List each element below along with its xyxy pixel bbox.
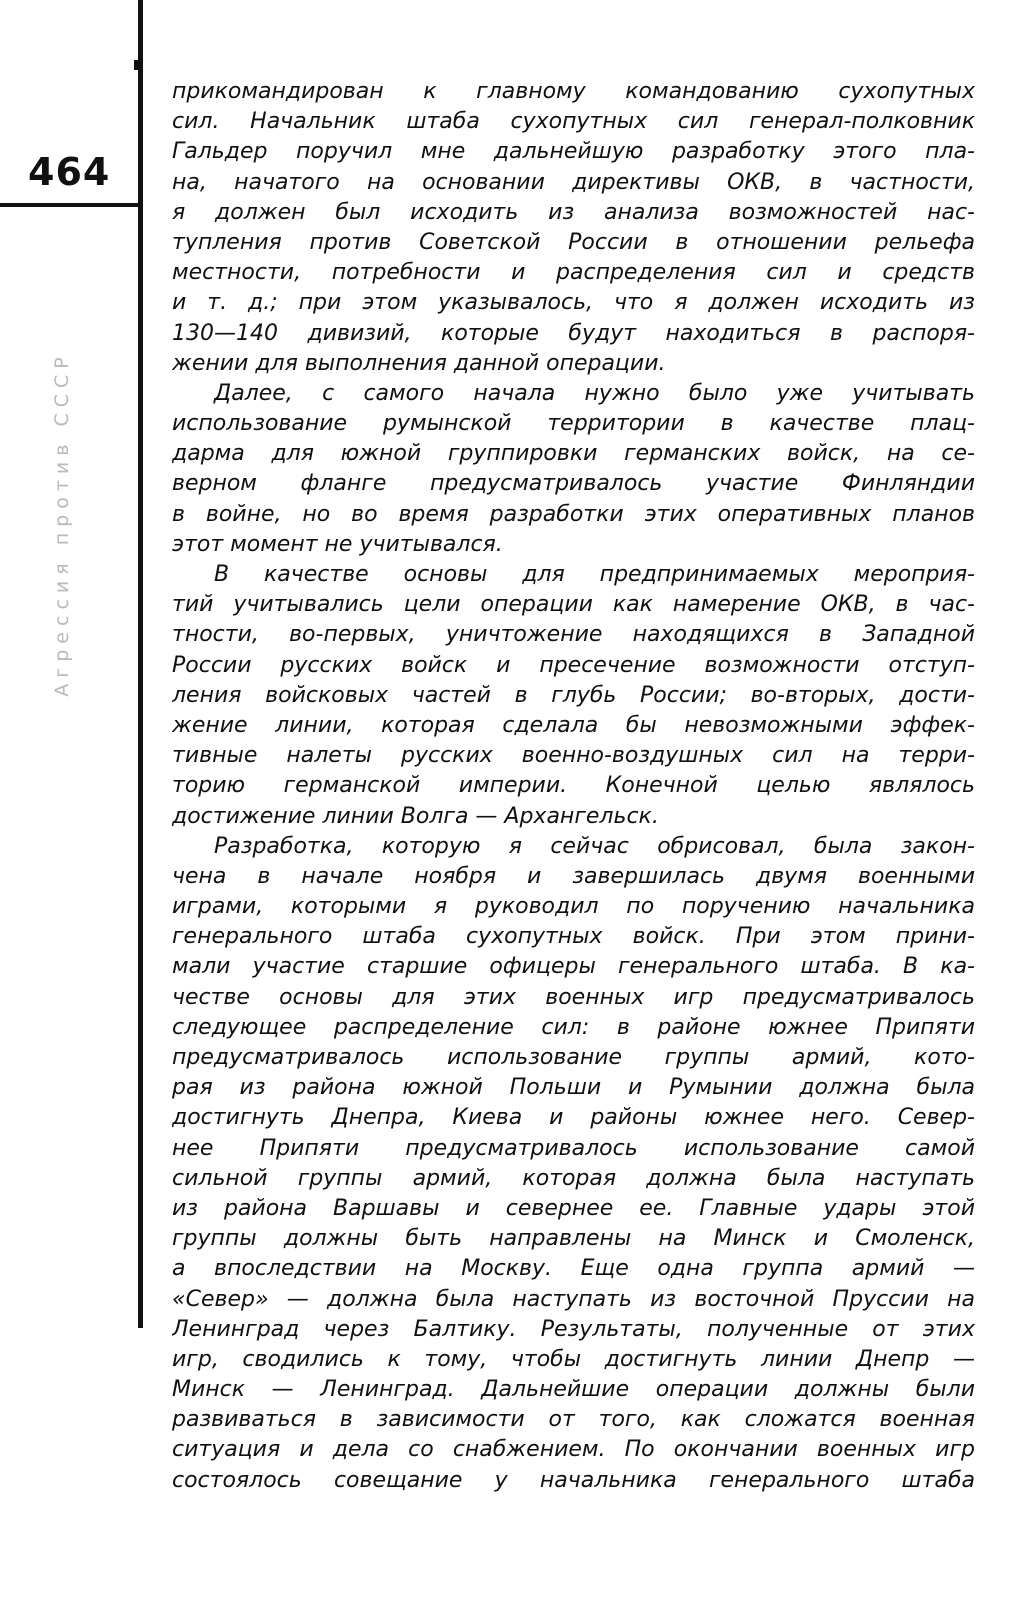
text-line: чена в начале ноября и завершилась двумя военными: [172, 863, 975, 889]
running-head: Агрессия против СССР: [51, 351, 73, 697]
text-line: верном фланге предусматривалось участие Финляндии: [172, 471, 975, 497]
text-line: ситуация и дела со снабжением. По окончании военных игр: [172, 1437, 975, 1463]
text-line: предусматривалось использование группы армий, кото-: [172, 1045, 975, 1070]
text-line: тий учитывались цели операции как намерение ОКВ, в час-: [172, 592, 975, 618]
text-line: дарма для южной группировки германских войск, на се-: [172, 441, 975, 467]
text-line: Далее, с самого начала нужно было уже учитывать: [214, 380, 975, 406]
text-line: В качестве основы для предпринимаемых мероприя-: [214, 562, 975, 587]
text-line: из района Варшавы и севернее ее. Главные удары этой: [172, 1195, 975, 1221]
text-line: честве основы для этих военных игр предусматривалось: [172, 984, 975, 1010]
body-text: [172, 77, 975, 1496]
text-line: достижение линии Волга — Архангельск.: [172, 803, 659, 829]
text-line: местности, потребности и распределения сил и средств: [172, 260, 975, 286]
text-line: рая из района южной Польши и Румынии должна была: [172, 1075, 975, 1101]
text-line: Ленинград через Балтику. Результаты, полученные от этих: [172, 1316, 975, 1342]
page-number: 464: [28, 150, 111, 194]
text-line: мали участие старшие офицеры генерального штаба. В ка-: [172, 954, 975, 980]
text-line: развиваться в зависимости от того, как сложатся военная: [172, 1407, 975, 1433]
text-line: генерального штаба сухопутных войск. При этом прини-: [172, 924, 975, 950]
text-line: прикомандирован к главному командованию сухопутных: [172, 79, 975, 104]
text-line: Разработка, которую я сейчас обрисовал, была закон-: [214, 833, 975, 859]
text-line: я должен был исходить из анализа возможностей нас-: [172, 199, 975, 225]
page-number-rule: [0, 203, 142, 207]
text-line: сильной группы армий, которая должна была наступать: [172, 1165, 975, 1191]
margin-vertical-rule: [138, 0, 143, 1328]
text-line: России русских войск и пресечение возможности отступ-: [172, 652, 975, 678]
text-line: Гальдер поручил мне дальнейшую разработку этого пла-: [172, 139, 975, 165]
text-line: жение линии, которая сделала бы невозможными эффек-: [172, 712, 975, 738]
text-line: использование румынской территории в качестве плац-: [172, 411, 975, 437]
text-line: и т. д.; при этом указывалось, что я должен исходить из: [172, 290, 975, 316]
text-line: 130—140 дивизий, которые будут находиться в распоря-: [172, 320, 975, 346]
text-line: а впоследствии на Москву. Еще одна группа армий —: [172, 1256, 975, 1282]
text-line: сил. Начальник штаба сухопутных сил генерал-полковник: [172, 109, 975, 135]
text-line: следующее распределение сил: в районе южнее Припяти: [172, 1014, 975, 1040]
text-line: играми, которыми я руководил по поручению начальника: [172, 894, 975, 920]
text-line: торию германской империи. Конечной целью являлось: [172, 773, 975, 799]
text-line: группы должны быть направлены на Минск и Смоленск,: [172, 1226, 975, 1252]
text-line: ления войсковых частей в глубь России; во-вторых, дости-: [172, 682, 975, 708]
text-line: состоялось совещание у начальника генерального штаба: [172, 1467, 975, 1493]
text-line: тивные налеты русских военно-воздушных сил на терри-: [172, 743, 975, 769]
text-line: нее Припяти предусматривалось использование самой: [172, 1135, 975, 1161]
text-line: жении для выполнения данной операции.: [172, 350, 666, 376]
text-line: на, начатого на основании директивы ОКВ, в частности,: [172, 169, 975, 195]
text-line: Минск — Ленинград. Дальнейшие операции должны были: [172, 1377, 975, 1403]
text-line: этот момент не учитывался.: [172, 531, 503, 557]
text-line: в войне, но во время разработки этих оперативных планов: [172, 501, 975, 527]
text-line: игр, сводились к тому, чтобы достигнуть линии Днепр —: [172, 1346, 975, 1372]
text-line: тности, во-первых, уничтожение находящихся в Западной: [172, 622, 975, 648]
text-line: достигнуть Днепра, Киева и районы южнее него. Север-: [172, 1105, 975, 1131]
text-line: тупления против Советской России в отношении рельефа: [172, 229, 975, 255]
text-line: «Север» — должна была наступать из восточной Пруссии на: [172, 1286, 975, 1312]
margin-rule-notch: [134, 60, 138, 70]
